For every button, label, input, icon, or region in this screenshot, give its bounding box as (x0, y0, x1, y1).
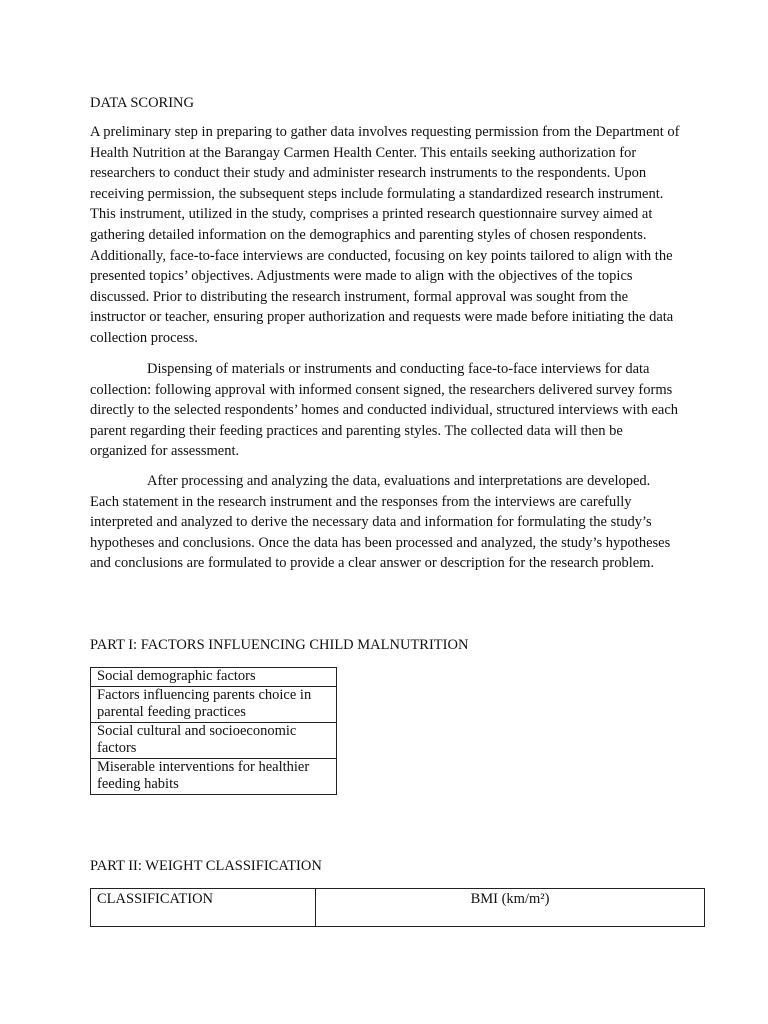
factors-table (90, 667, 337, 795)
weight-classification-table (90, 888, 705, 927)
part1-heading: PART I: FACTORS INFLUENCING CHILD MALNUTRITION (90, 637, 469, 653)
table-row (91, 758, 337, 794)
table-row (91, 722, 337, 758)
table-row (91, 668, 337, 687)
table-header-row (91, 889, 705, 927)
factor-cell: Miserable interventions for healthier feeding habits (91, 758, 337, 794)
classification-header: CLASSIFICATION (91, 889, 316, 927)
part2-heading: PART II: WEIGHT CLASSIFICATION (90, 858, 322, 874)
bmi-header: BMI (km/m²) (316, 889, 705, 927)
factor-cell: Social cultural and socioeconomic factors (91, 722, 337, 758)
paragraph-processing-analysis: After processing and analyzing the data, evaluations and interpretations are developed. Each statement in the research instrument and the responses from the interviews are carefully interpreted and analyzed to derive the necessary data and information for formulating the study’s hypotheses and conclusions. Once the data has been processed and analyzed, the study’s hypotheses and conclusions are formulated to provide a clear answer or description for the research problem. (90, 473, 671, 572)
section-heading-data-scoring: DATA SCORING (90, 95, 194, 111)
factor-cell: Factors influencing parents choice in parental feeding practices (91, 686, 337, 722)
table-row (91, 686, 337, 722)
paragraph-preliminary-step: A preliminary step in preparing to gather data involves requesting permission from the Department of Health Nutrition at the Barangay Carmen Health Center. This entails seeking authorization for researchers to conduct their study and administer research instruments to the respondents. Upon receiving permission, the subsequent steps include formulating a standardized research instrument. This instrument, utilized in the study, comprises a printed research questionnaire survey aimed at gathering detailed information on the demographics and parenting styles of chosen respondents. Additionally, face-to-face interviews are conducted, focusing on key points tailored to align with the presented topics’ objectives. Adjustments were made to align with the objectives of the topics discussed. Prior to distributing the research instrument, formal approval was sought from the instructor or teacher, ensuring proper authorization and requests were made before initiating the data collection process. (90, 124, 680, 346)
factor-cell: Social demographic factors (91, 668, 337, 687)
paragraph-dispensing-materials: Dispensing of materials or instruments and conducting face-to-face interviews for data collection: following approval with informed consent signed, the researchers delivered survey forms directly to the selected respondents’ homes and conducted individual, structured interviews with each parent regarding their feeding practices and parenting styles. The collected data will then be organized for assessment. (90, 361, 679, 460)
